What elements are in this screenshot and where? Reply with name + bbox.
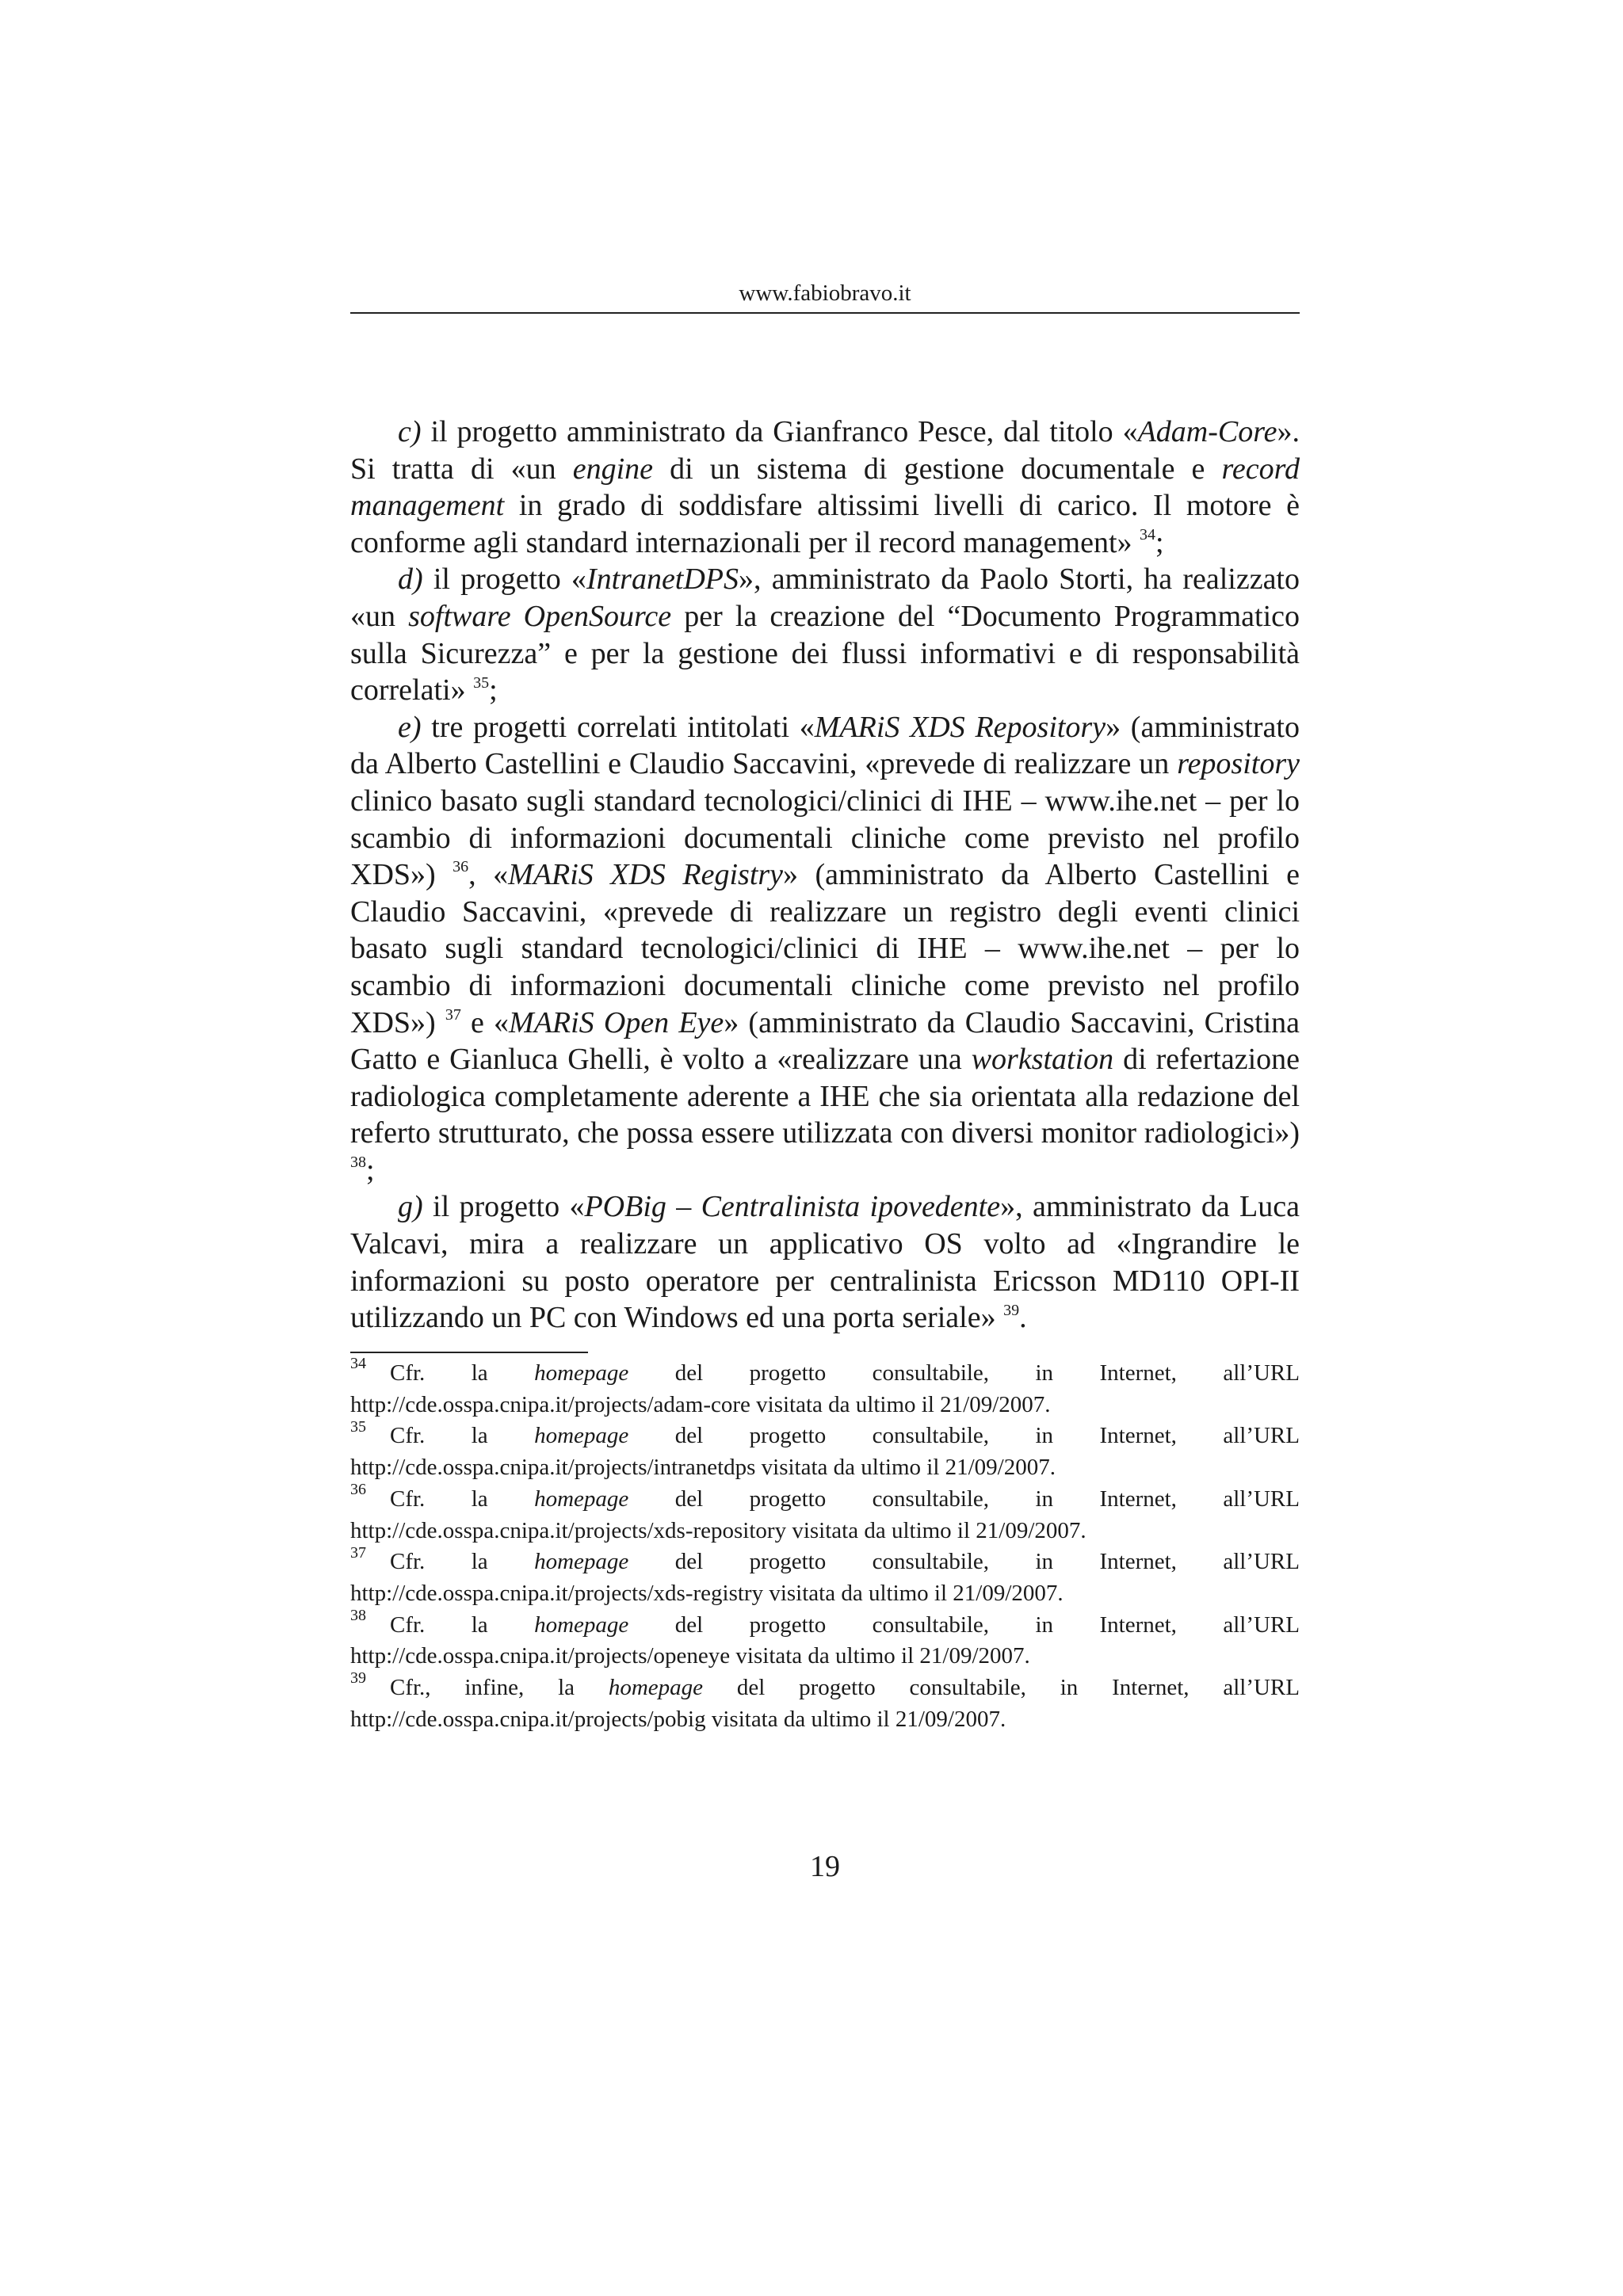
text-run: di un sistema di gestione documentale e <box>653 452 1222 486</box>
footnote-number: 35 <box>350 1417 366 1436</box>
italic-term: workstation <box>971 1043 1114 1077</box>
text-run: il progetto amministrato da Gianfranco Pesce, dal titolo « <box>421 415 1138 448</box>
footnote-37 <box>350 1543 1300 1609</box>
project-title: Adam-Core <box>1137 415 1277 448</box>
footnote-text: Cfr., infine, la <box>390 1675 609 1701</box>
footnote-ref: 35 <box>473 673 490 692</box>
paragraph-e <box>350 709 1300 1189</box>
header-rule <box>350 312 1300 314</box>
footnote-38 <box>350 1606 1300 1672</box>
footnote-text: del progetto consultabile, in Internet, all’URL http://cde.osspa.cnipa.it/projects/intranetdps visitata da ultimo il 21/09/2007. <box>350 1423 1300 1481</box>
item-letter: c) <box>398 415 422 448</box>
footnote-text: del progetto consultabile, in Internet, all’URL http://cde.osspa.cnipa.it/projects/openeye visitata da ultimo il 21/09/2007. <box>350 1611 1300 1669</box>
text-run: , « <box>468 858 509 892</box>
item-letter: d) <box>398 563 423 597</box>
page-header-url: www.fabiobravo.it <box>739 280 911 306</box>
text-run: ; <box>489 673 498 707</box>
footnote-number: 34 <box>350 1355 366 1373</box>
text-run: » (amministrato da Claudio Saccavini, Cristina Gatto e Gianluca Ghelli, è volto a «realizzare una <box>350 1005 1300 1077</box>
item-letter: e) <box>398 710 422 744</box>
footnote-text: Cfr. la <box>390 1611 535 1638</box>
paragraph-c <box>350 414 1300 561</box>
footnote-text: Cfr. la <box>390 1549 535 1575</box>
text-run: » (amministrato da Alberto Castellini e Claudio Saccavini, «prevede di realizzare un <box>350 710 1300 781</box>
project-title: MARiS XDS Repository <box>814 710 1106 744</box>
footnote-italic: homepage <box>534 1611 629 1638</box>
footnote-39 <box>350 1669 1300 1735</box>
text-run: ; <box>366 1153 375 1187</box>
project-title: MARiS XDS Registry <box>508 858 784 892</box>
project-title: MARiS Open Eye <box>509 1005 724 1039</box>
text-run: ; <box>1155 525 1164 559</box>
footnote-separator <box>350 1352 588 1353</box>
footnote-ref: 34 <box>1140 526 1156 544</box>
project-title: IntranetDPS <box>586 563 739 597</box>
footnote-text: Cfr. la <box>390 1423 535 1449</box>
text-run: clinico basato sugli standard tecnologici/clinici di IHE – www.ihe.net – per lo scambio di informazioni documentali cliniche come previsto nel profilo XDS») <box>350 784 1300 892</box>
footnote-ref: 38 <box>350 1154 366 1172</box>
footnote-text: del progetto consultabile, in Internet, all’URL http://cde.osspa.cnipa.it/projects/adam-core visitata da ultimo il 21/09/2007. <box>350 1360 1300 1417</box>
footnote-italic: homepage <box>534 1486 629 1512</box>
text-run: ». Si tratta di «un <box>350 415 1300 486</box>
footnote-text: Cfr. la <box>390 1486 535 1512</box>
footnote-number: 38 <box>350 1606 366 1624</box>
footnote-number: 39 <box>350 1669 366 1688</box>
text-run: e « <box>460 1005 510 1039</box>
body-text <box>350 414 1300 1337</box>
footnote-italic: homepage <box>608 1675 704 1701</box>
item-letter: g) <box>398 1190 423 1224</box>
footnote-text: del progetto consultabile, in Internet, all’URL http://cde.osspa.cnipa.it/projects/xds-repository visitata da ultimo il 21/09/2007. <box>350 1486 1300 1543</box>
footnote-italic: homepage <box>534 1360 629 1386</box>
footnote-35 <box>350 1417 1300 1483</box>
text-run: in grado di soddisfare altissimi livelli di carico. Il motore è conforme agli standard internazionali per il record management» <box>350 489 1300 559</box>
italic-term: engine <box>572 452 653 486</box>
italic-term: repository <box>1177 747 1300 781</box>
footnote-text: del progetto consultabile, in Internet, all’URL http://cde.osspa.cnipa.it/projects/xds-registry visitata da ultimo il 21/09/2007. <box>350 1549 1300 1606</box>
paragraph-d <box>350 561 1300 708</box>
footnote-ref: 37 <box>445 1005 461 1024</box>
text-run: tre progetti correlati intitolati « <box>421 710 815 744</box>
text-run: il progetto « <box>422 1190 585 1224</box>
text-run: » (amministrato da Alberto Castellini e Claudio Saccavini, «prevede di realizzare un registro degli eventi clinici basato sugli standard tecnologici/clinici di IHE – www.ihe.net – per lo scambio di informazioni documentali cliniche come previsto nel profilo XDS») <box>350 858 1300 1039</box>
footnote-ref: 36 <box>453 858 469 876</box>
footnote-36 <box>350 1481 1300 1547</box>
footnote-number: 36 <box>350 1481 366 1499</box>
footnote-34 <box>350 1355 1300 1421</box>
text-run: », amministrato da Paolo Storti, ha realizzato «un <box>350 563 1300 633</box>
text-run: . <box>1019 1301 1027 1335</box>
footnote-text: Cfr. la <box>390 1360 535 1386</box>
footnote-italic: homepage <box>534 1549 629 1575</box>
text-run: di refertazione radiologica completamente aderente a IHE che sia orientata alla redazione del referto strutturato, che possa essere utilizzata con diversi monitor radiologici») <box>350 1043 1300 1150</box>
footnote-text: del progetto consultabile, in Internet, all’URL http://cde.osspa.cnipa.it/projects/pobig visitata da ultimo il 21/09/2007. <box>350 1675 1300 1732</box>
footnote-italic: homepage <box>534 1423 629 1449</box>
page-number: 19 <box>810 1850 840 1883</box>
text-run: per la creazione del “Documento Programmatico sulla Sicurezza” e per la gestione dei flussi informativi e di responsabilità correlati» <box>350 599 1300 707</box>
footnote-number: 37 <box>350 1543 366 1562</box>
paragraph-g <box>350 1188 1300 1336</box>
footnotes <box>350 1355 1300 1735</box>
text-run: il progetto « <box>422 563 586 597</box>
text-run: », amministrato da Luca Valcavi, mira a realizzare un applicativo OS volto ad «Ingrandire le informazioni su posto operatore per centralinista Ericsson MD110 OPI-II utilizzando un PC con Windows ed una porta seriale» <box>350 1190 1300 1335</box>
project-title: POBig – Centralinista ipovedente <box>584 1190 1001 1224</box>
italic-term: record management <box>350 452 1300 523</box>
footnote-ref: 39 <box>1003 1301 1020 1319</box>
italic-term: software OpenSource <box>408 599 672 633</box>
